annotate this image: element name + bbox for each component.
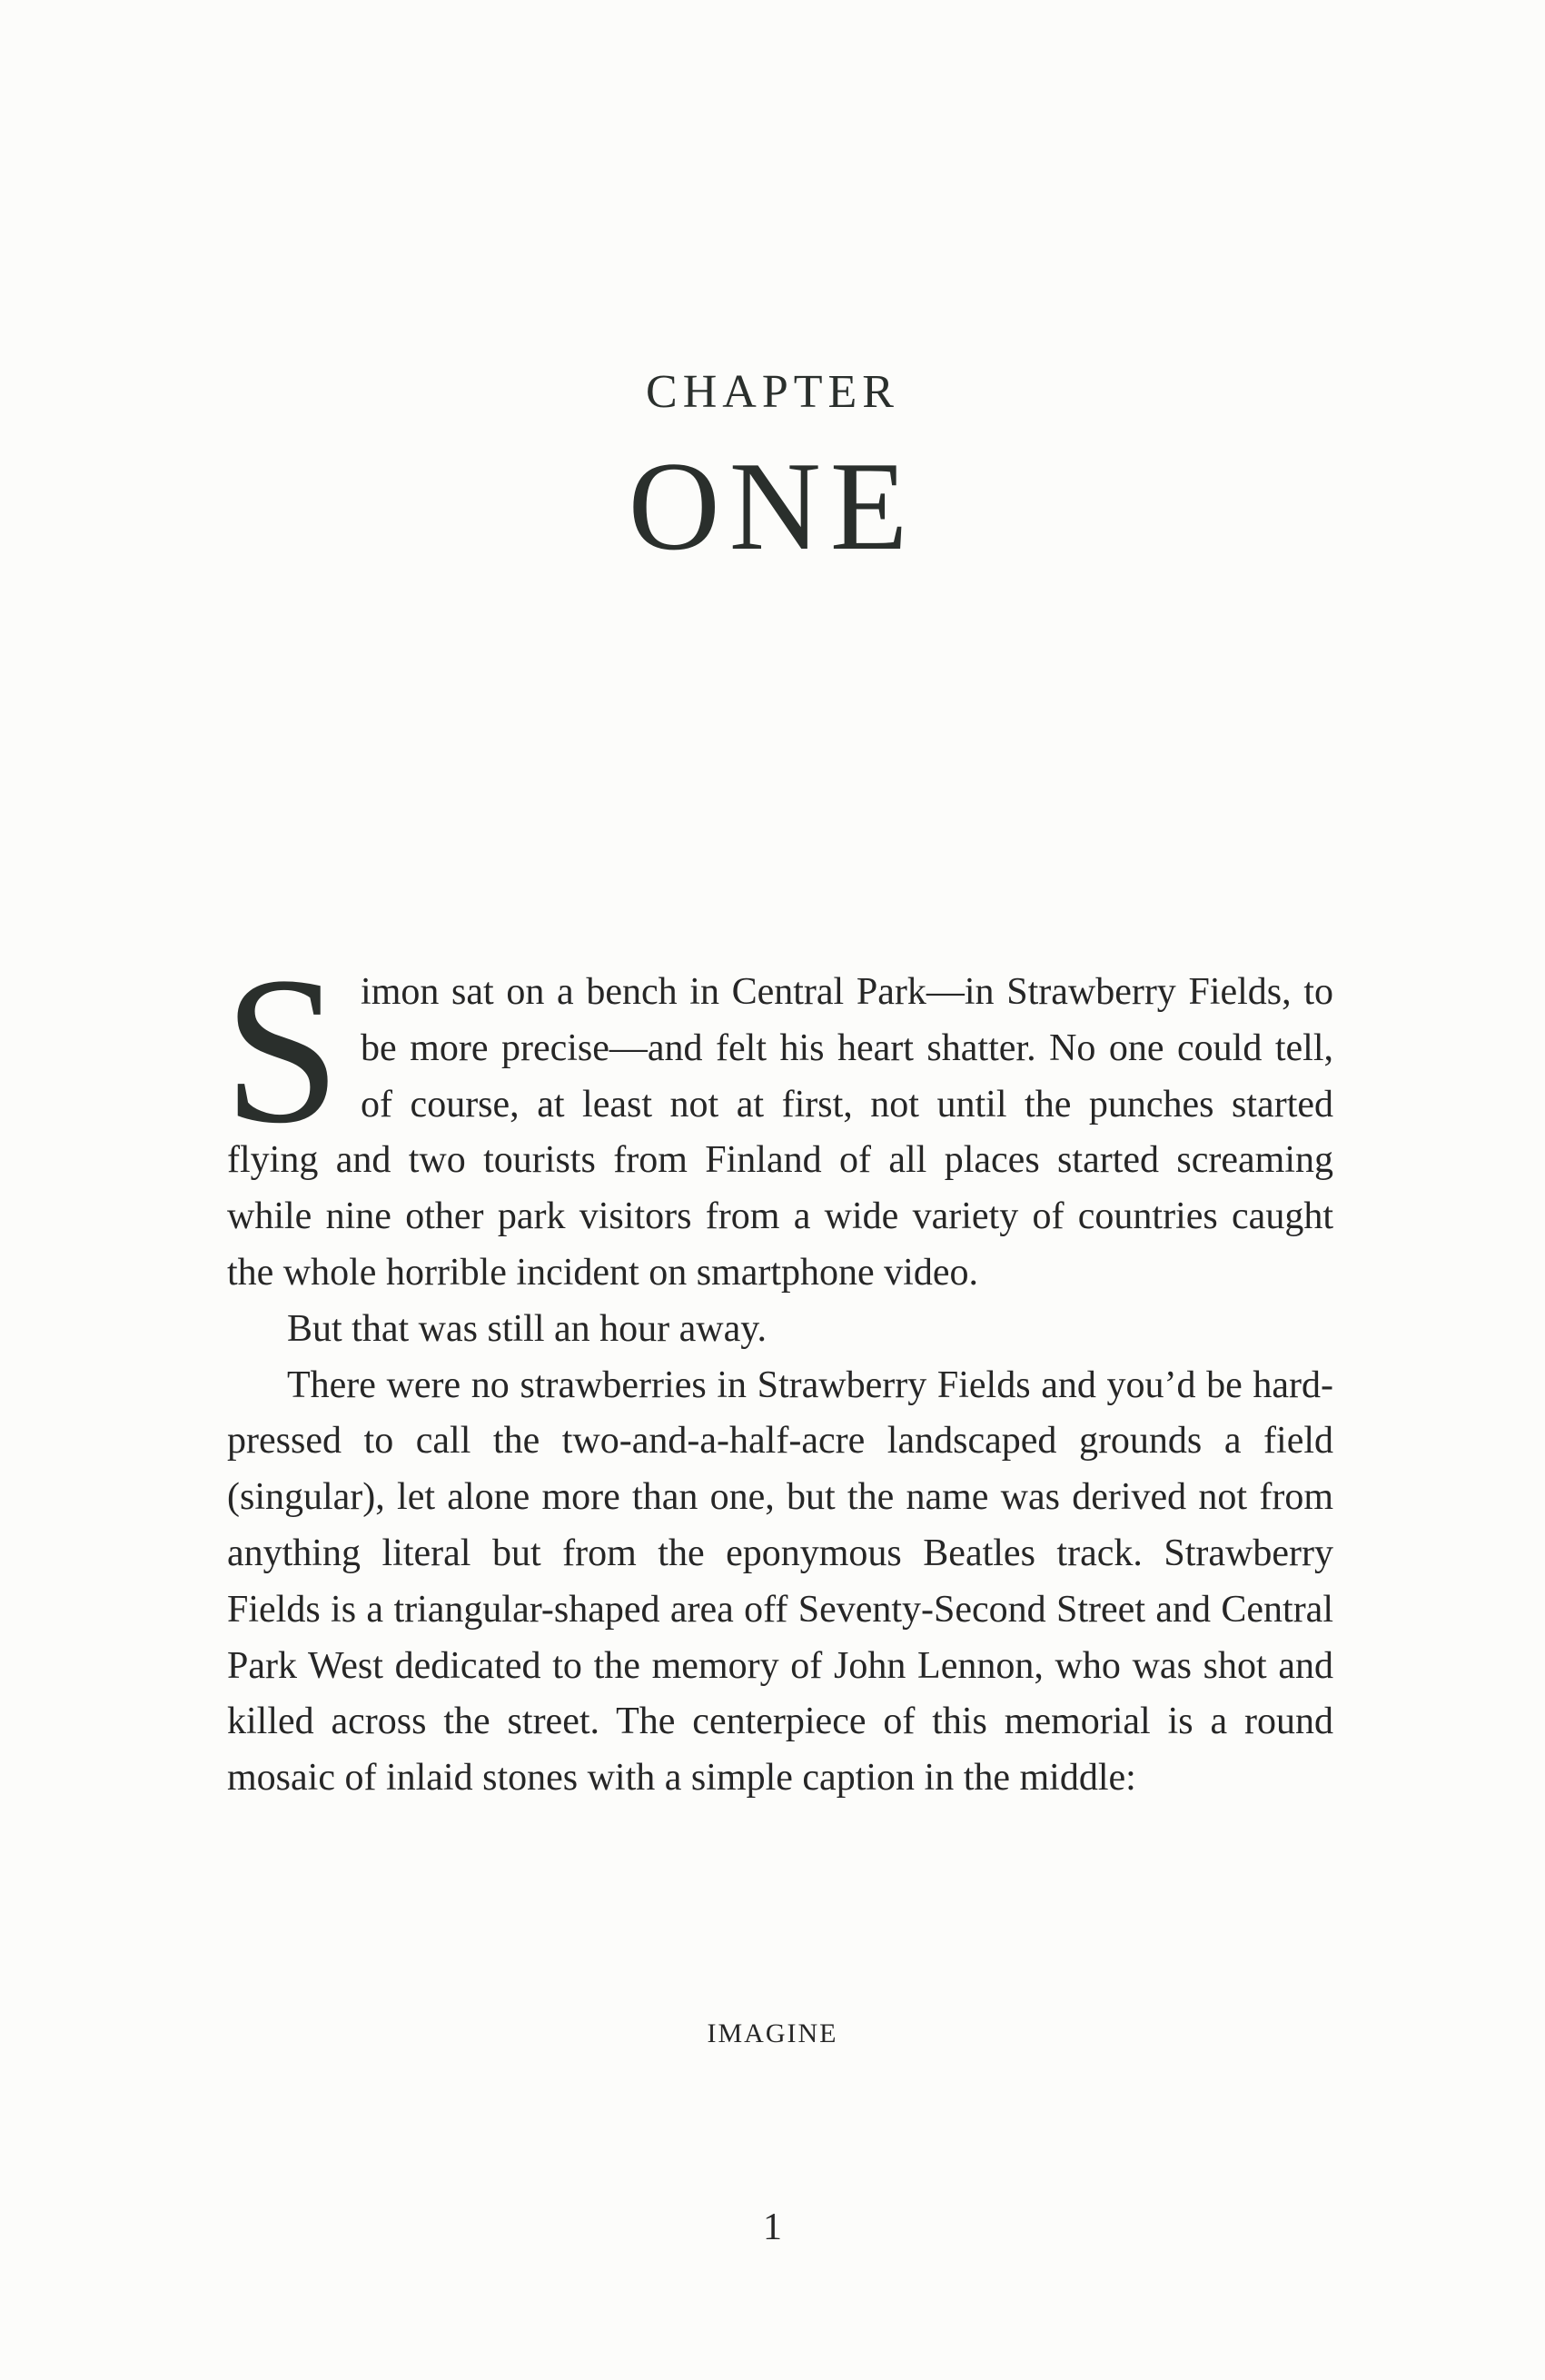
paragraph-1-text: imon sat on a bench in Central Park—in Strawberry Fields, to be more precise—and felt his heart shatter. No one could tell, of course, at least not at first, not until the punches started flying and two tourists from Finland of all places started screaming while nine other park visitors from a wide variety of countries caught the whole horrible incident on smartphone video. (227, 971, 1333, 1294)
chapter-number: ONE (628, 436, 917, 577)
mosaic-caption: IMAGINE (707, 2018, 838, 2048)
drop-cap: S (223, 934, 342, 1167)
page-number: 1 (763, 2206, 782, 2248)
paragraph-3: There were no strawberries in Strawberry Fields and you’d be hard-pressed to call the two-and-a-half-acre landscaped grounds a field (singular), let alone more than one, but the name was derived not from anything literal but from the eponymous Beatles track. Strawberry Fields is a triangular-shaped area off Seventy-Second Street and Central Park West dedicated to the memory of John Lennon, who was shot and killed across the street. The centerpiece of this memorial is a round mosaic of inlaid stones with a simple caption in the middle: (227, 1364, 1333, 1800)
paragraph-1 (223, 934, 1333, 1302)
chapter-label: CHAPTER (646, 366, 899, 418)
paragraph-2: But that was still an hour away. (287, 1307, 768, 1350)
chapter-body (223, 934, 1333, 1807)
